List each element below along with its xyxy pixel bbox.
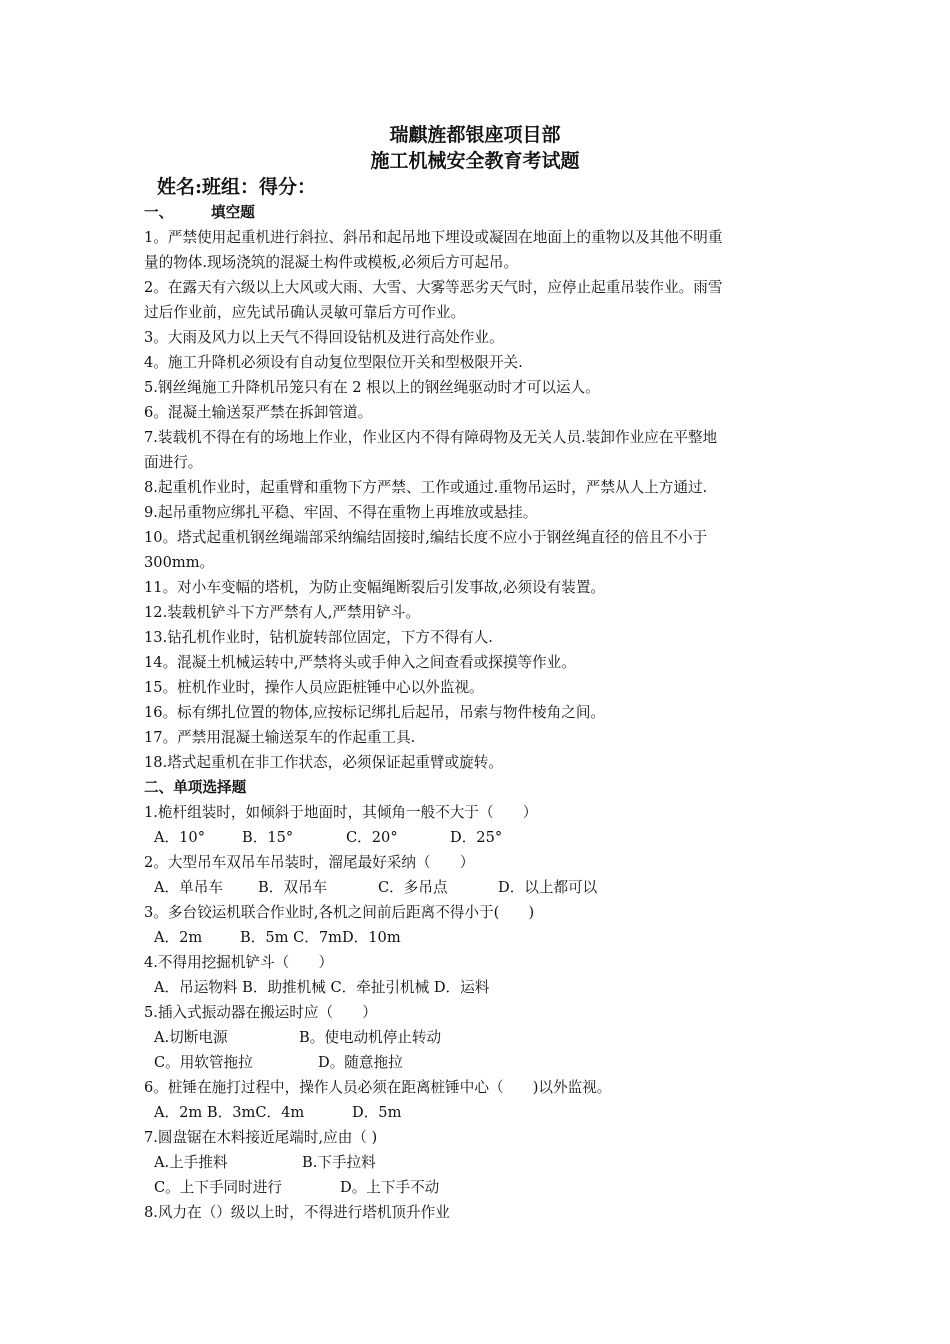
option-d: D．以上都可以 xyxy=(498,879,598,896)
options-abc: A．2m B．3mC．4m xyxy=(154,1104,305,1121)
choice-question-1: 1.桅杆组装时，如倾斜于地面时，其倾角一般不大于（ ） xyxy=(144,804,538,821)
option-a: A．单吊车 xyxy=(154,879,223,896)
option-d: D。上下手不动 xyxy=(340,1179,440,1196)
choice-options-3 xyxy=(144,925,812,950)
question-line: 3。大雨及风力以上天气不得回设钻机及进行高处作业。 xyxy=(144,329,504,346)
question-line: 15。桩机作业时，操作人员应距桩锤中心以外监视。 xyxy=(144,679,484,696)
question-line: 面进行。 xyxy=(144,454,203,471)
option-b: B。使电动机停止转动 xyxy=(299,1029,442,1046)
choice-question-3: 3。多台铰运机联合作业时,各机之间前后距离不得小于( ) xyxy=(144,904,535,921)
choice-question-2: 2。大型吊车双吊车吊装时，溜尾最好采纳（ ） xyxy=(144,854,475,871)
section-title: 填空题 xyxy=(211,204,255,221)
choice-options-7b xyxy=(144,1175,812,1200)
question-line: 4。施工升降机必须设有自动复位型限位开关和型极限开关. xyxy=(144,354,523,371)
question-line: 12.装载机铲斗下方严禁有人,严禁用铲斗。 xyxy=(144,604,420,621)
question-line: 14。混凝土机械运转中,严禁将头或手伸入之间查看或探摸等作业。 xyxy=(144,654,576,671)
choice-question-6: 6。桩锤在施打过程中，操作人员必须在距离桩锤中心（ )以外监视。 xyxy=(144,1079,612,1096)
option-c: C．20° xyxy=(346,829,398,846)
choice-options-4: A．吊运物料 B．助推机械 C．牵扯引机械 D．运料 xyxy=(154,979,490,996)
option-a: A.切断电源 xyxy=(154,1029,228,1046)
question-line: 11。对小车变幅的塔机，为防止变幅绳断裂后引发事故,必须设有装置。 xyxy=(144,579,606,596)
option-c: C．多吊点 xyxy=(378,879,448,896)
options-bcd: B．5m C．7mD．10m xyxy=(240,929,401,946)
question-line: 17。严禁用混凝土输送泵车的作起重工具. xyxy=(144,729,416,746)
question-line: 300mm。 xyxy=(144,554,215,571)
question-line: 量的物体.现场浇筑的混凝土构件或模板,必须后方可起吊。 xyxy=(144,254,519,271)
name-group-score-row: 姓名:班组：得分： xyxy=(157,176,317,198)
option-c: C。用软管拖拉 xyxy=(154,1054,253,1071)
question-line: 过后作业前，应先试吊确认灵敏可靠后方可作业。 xyxy=(144,304,466,321)
option-c: C。上下手同时进行 xyxy=(154,1179,282,1196)
question-line: 9.起吊重物应绑扎平稳、牢固、不得在重物上再堆放或悬挂。 xyxy=(144,504,538,521)
question-line: 5.钢丝绳施工升降机吊笼只有在 2 根以上的钢丝绳驱动时才可以运人。 xyxy=(144,379,600,396)
choice-options-1 xyxy=(144,825,812,850)
choice-options-6 xyxy=(144,1100,812,1125)
choice-options-7a xyxy=(144,1150,812,1175)
choice-question-7: 7.圆盘锯在木料接近尾端时,应由（ ) xyxy=(144,1129,378,1146)
option-a: A．10° xyxy=(154,829,205,846)
question-line: 2。在露天有六级以上大风或大雨、大雪、大雾等恶劣天气时，应停止起重吊装作业。雨雪 xyxy=(144,279,723,296)
option-d: D．5m xyxy=(352,1104,402,1121)
option-b: B．双吊车 xyxy=(258,879,328,896)
option-b: B．15° xyxy=(242,829,294,846)
question-line: 18.塔式起重机在非工作状态，必须保证起重臂或旋转。 xyxy=(144,754,503,771)
choice-question-5: 5.插入式振动器在搬运时应（ ） xyxy=(144,1004,377,1021)
question-line: 1。严禁使用起重机进行斜拉、斜吊和起吊地下埋设或凝固在地面上的重物以及其他不明重 xyxy=(144,229,723,246)
choice-options-5b xyxy=(144,1050,812,1075)
choice-question-8: 8.风力在（）级以上时，不得进行塔机顶升作业 xyxy=(144,1204,450,1221)
choice-options-5a xyxy=(144,1025,812,1050)
choice-options-2 xyxy=(144,875,812,900)
question-line: 7.装载机不得在有的场地上作业，作业区内不得有障碍物及无关人员.装卸作业应在平整地 xyxy=(144,429,718,446)
section-fill-heading xyxy=(144,200,812,225)
exam-body xyxy=(144,200,812,1225)
question-line: 16。标有绑扎位置的物体,应按标记绑扎后起吊，吊索与物件棱角之间。 xyxy=(144,704,606,721)
option-d: D．25° xyxy=(450,829,503,846)
section-number: 一、 xyxy=(144,204,174,221)
option-a: A．2m xyxy=(154,929,203,946)
question-line: 6。混凝土输送泵严禁在拆卸管道。 xyxy=(144,404,373,421)
section-choice-heading: 二、单项选择题 xyxy=(144,779,247,796)
question-line: 13.钻孔机作业时，钻机旋转部位固定，下方不得有人. xyxy=(144,629,493,646)
choice-question-4: 4.不得用挖掘机铲斗（ ） xyxy=(144,954,334,971)
option-b: B.下手拉料 xyxy=(302,1154,376,1171)
question-line: 8.起重机作业时，起重臂和重物下方严禁、工作或通过.重物吊运时，严禁从人上方通过. xyxy=(144,479,708,496)
project-title: 瑞麒旌都银座项目部 xyxy=(389,124,561,146)
option-a: A.上手推料 xyxy=(154,1154,228,1171)
question-line: 10。塔式起重机钢丝绳端部采纳编结固接时,编结长度不应小于钢丝绳直径的倍且不小于 xyxy=(144,529,708,546)
option-d: D。随意拖拉 xyxy=(318,1054,403,1071)
exam-title: 施工机械安全教育考试题 xyxy=(370,150,580,172)
